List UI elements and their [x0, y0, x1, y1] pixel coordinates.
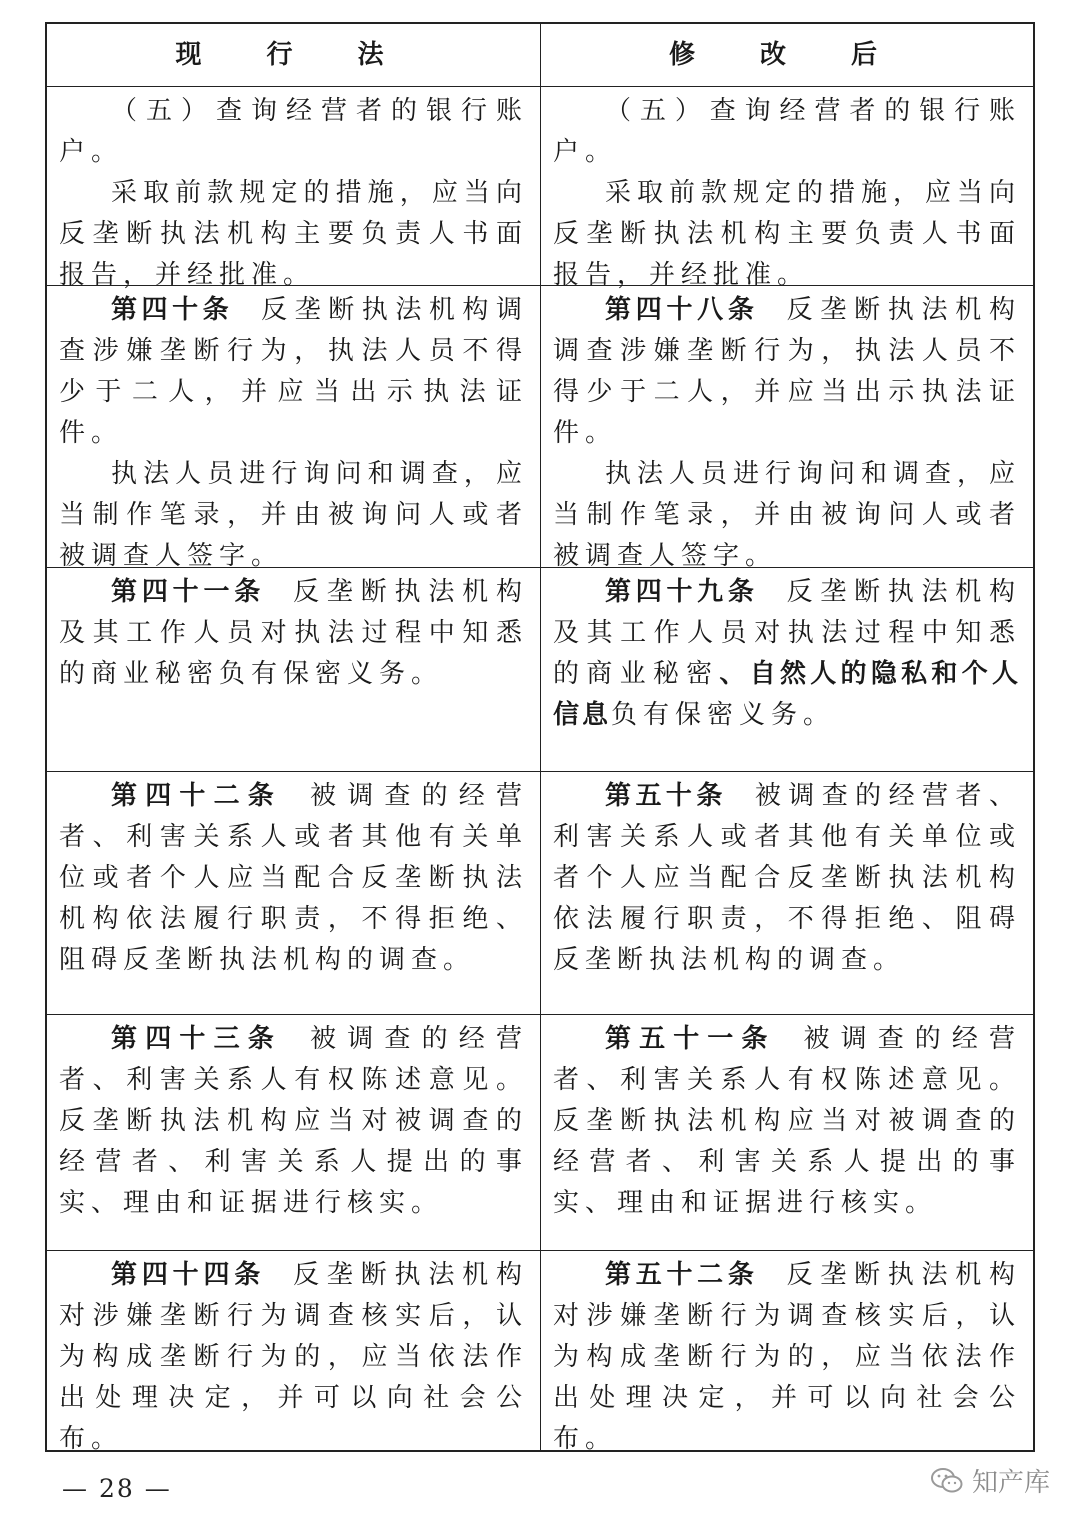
header-revised-law: 修 改 后 [540, 24, 1033, 86]
table-row [47, 1250, 1033, 1454]
article-text: 反垄断执法机构对涉嫌垄断行为调查核实后，认为构成垄断行为的，应当依法作出处理决定，并可以向社会公布。 [553, 1260, 1021, 1454]
header-current-law: 现 行 法 [175, 40, 412, 70]
article-text: 被调查的经营者、利害关系人或者其他有关单位或者个人应当配合反垄断执法机构依法履行职责，不得拒绝、阻碍反垄断执法机构的调查。 [553, 781, 1021, 975]
watermark-text: 知产库 [971, 1468, 1050, 1498]
article-text: 被调查的经营者、利害关系人有权陈述意见。反垄断执法机构应当对被调查的经营者、利害关系人提出的事实、理由和证据进行核实。 [59, 1024, 528, 1218]
article-number: 第四十九条 [605, 577, 759, 607]
article-number: 第五十条 [605, 781, 727, 811]
article-paragraph [59, 776, 528, 981]
article-paragraph [59, 572, 528, 695]
article-text: 负有保密义务。 [611, 700, 836, 730]
article-text: 被调查的经营者、利害关系人有权陈述意见。反垄断执法机构应当对被调查的经营者、利害关系人提出的事实、理由和证据进行核实。 [553, 1024, 1021, 1218]
current-law-cell [47, 568, 540, 771]
article-text: 反垄断执法机构调查涉嫌垄断行为，执法人员不得少于二人，并应当出示执法证件。 [553, 295, 1021, 448]
current-law-cell [47, 286, 540, 571]
revised-law-cell [540, 1251, 1033, 1454]
table-row [47, 285, 1033, 571]
table-header-row [47, 24, 1033, 86]
revised-law-cell [540, 286, 1033, 571]
article-number: 第四十三条 [111, 1024, 282, 1054]
comparison-table [45, 22, 1035, 1452]
added-text-highlight: 、自然人的隐私和个人信息 [553, 659, 1021, 730]
article-text: 反垄断执法机构及其工作人员对执法过程中知悉的商业秘密负有保密义务。 [59, 577, 528, 689]
page-number: — 28 — [62, 1474, 172, 1503]
article-number: 第四十一条 [111, 577, 266, 607]
current-law-cell [47, 1015, 540, 1250]
article-text: 反垄断执法机构调查涉嫌垄断行为，执法人员不得少于二人，并应当出示执法证件。 [59, 295, 528, 448]
article-paragraph [59, 1255, 528, 1460]
article-paragraph [553, 1255, 1021, 1460]
clause-text: （五）查询经营者的银行账户。 [59, 96, 528, 167]
article-text: 反垄断执法机构及其工作人员对执法过程中知悉的商业秘密 [553, 577, 1021, 689]
article-number: 第五十二条 [605, 1260, 759, 1290]
revised-law-cell [540, 87, 1033, 290]
article-paragraph [553, 776, 1021, 981]
current-law-cell [47, 772, 540, 1014]
wechat-icon [930, 1467, 964, 1495]
article-number: 第四十八条 [605, 295, 759, 325]
revised-law-cell [540, 568, 1033, 771]
clause-text: 采取前款规定的措施，应当向反垄断执法机构主要负责人书面报告，并经批准。 [59, 178, 528, 290]
article-number: 第四十条 [111, 295, 234, 325]
watermark [930, 1462, 1050, 1499]
article-text: 被调查的经营者、利害关系人或者其他有关单位或者个人应当配合反垄断执法机构依法履行职责，不得拒绝、阻碍反垄断执法机构的调查。 [59, 781, 528, 975]
article-paragraph [59, 1019, 528, 1224]
table-row [47, 771, 1033, 1014]
article-number: 第四十四条 [111, 1260, 266, 1290]
article-number: 第五十一条 [605, 1024, 776, 1054]
table-row [47, 86, 1033, 290]
table-row [47, 1014, 1033, 1250]
clause-text: 执法人员进行询问和调查，应当制作笔录，并由被询问人或者被调查人签字。 [59, 459, 528, 571]
clause-text: （五）查询经营者的银行账户。 [553, 96, 1021, 167]
table-row [47, 567, 1033, 771]
article-paragraph [553, 572, 1021, 736]
revised-law-cell [540, 1015, 1033, 1250]
clause-text: 采取前款规定的措施，应当向反垄断执法机构主要负责人书面报告，并经批准。 [553, 178, 1022, 290]
current-law-cell [47, 87, 540, 290]
current-law-cell [47, 1251, 540, 1454]
article-number: 第四十二条 [111, 781, 282, 811]
clause-text: 执法人员进行询问和调查，应当制作笔录，并由被询问人或者被调查人签字。 [553, 459, 1022, 571]
article-text: 反垄断执法机构对涉嫌垄断行为调查核实后，认为构成垄断行为的，应当依法作出处理决定，并可以向社会公布。 [59, 1260, 528, 1454]
article-paragraph [59, 290, 528, 454]
article-paragraph [553, 1019, 1021, 1224]
revised-law-cell [540, 772, 1033, 1014]
article-paragraph [553, 290, 1021, 454]
